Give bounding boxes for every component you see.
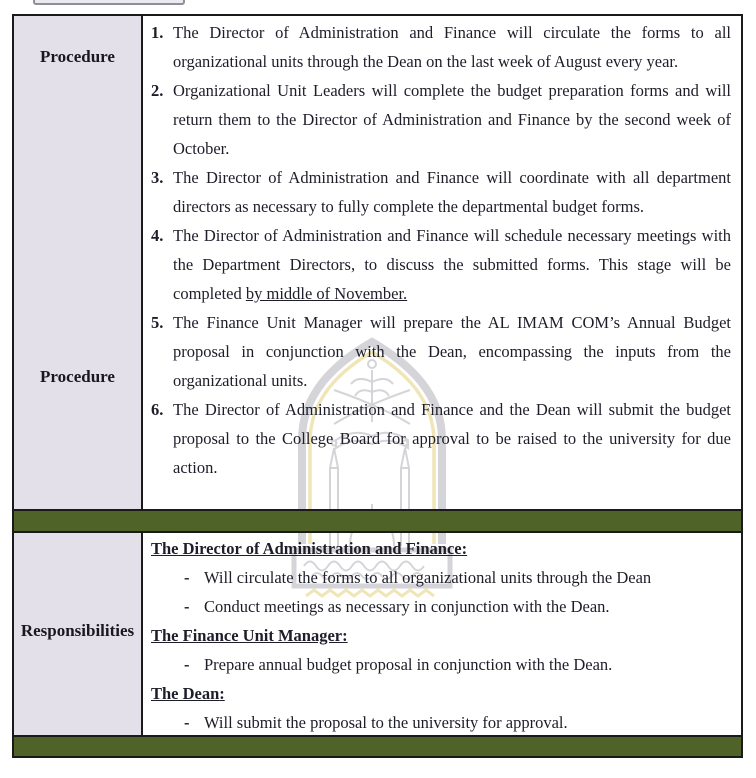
- role-colon: :: [219, 684, 225, 703]
- responsibilities-header-cell: [14, 533, 143, 735]
- bullet-dash: -: [184, 568, 190, 587]
- role-name: The Dean: [151, 684, 220, 703]
- step-number: 6.: [151, 400, 164, 419]
- step-text: Organizational Unit Leaders will complete the budget preparation forms and will return them to the Director of Administration and Finance by the second week of October.: [173, 81, 731, 158]
- responsibility-item: [151, 650, 731, 679]
- step-text: The Director of Administration and Finance will coordinate with all department directors as necessary to fully complete the departmental budget forms.: [173, 168, 731, 216]
- bullet-dash: -: [184, 655, 190, 674]
- responsibility-role-heading: [151, 679, 731, 708]
- responsibility-item: [151, 592, 731, 621]
- responsibility-text: Conduct meetings as necessary in conjunction with the Dean.: [204, 597, 610, 616]
- procedure-label-repeat: Procedure: [40, 367, 115, 386]
- role-name: The Finance Unit Manager: [151, 626, 343, 645]
- previous-table-fragment: [33, 0, 185, 5]
- procedure-step: [151, 76, 731, 163]
- step-text: The Finance Unit Manager will prepare the AL IMAM COM’s Annual Budget proposal in conjunction with the Dean, encompassing the inputs from the organizational units.: [173, 313, 731, 390]
- step-number: 1.: [151, 23, 164, 42]
- section-separator-bar: [14, 509, 741, 533]
- step-number: 3.: [151, 168, 164, 187]
- bullet-dash: -: [184, 597, 190, 616]
- responsibilities-label: Responsibilities: [20, 621, 135, 640]
- responsibilities-row: [14, 533, 741, 735]
- role-name: The Director of Administration and Finance: [151, 539, 462, 558]
- responsibilities-content: [143, 533, 741, 735]
- step-number: 4.: [151, 226, 164, 245]
- responsibility-text: Will circulate the forms to all organizational units through the Dean: [204, 568, 652, 587]
- role-colon: :: [461, 539, 468, 558]
- procedure-step: [151, 163, 731, 221]
- procedure-label: Procedure: [40, 47, 115, 66]
- bullet-dash: -: [184, 713, 190, 732]
- step-number: 2.: [151, 81, 164, 100]
- role-colon: :: [342, 626, 348, 645]
- procedure-step: [151, 308, 731, 395]
- responsibility-role-heading: [151, 534, 731, 563]
- procedure-table: [12, 14, 743, 758]
- procedure-step: [151, 221, 731, 308]
- procedure-header-cell: [14, 16, 143, 509]
- procedure-steps-list: [143, 16, 741, 509]
- responsibility-item: [151, 563, 731, 592]
- responsibility-text: Prepare annual budget proposal in conjunction with the Dean.: [204, 655, 613, 674]
- step-number: 5.: [151, 313, 164, 332]
- bottom-separator-bar: [14, 735, 741, 756]
- responsibility-item: [151, 708, 731, 737]
- step-text: The Director of Administration and Finance will circulate the forms to all organizational units through the Dean on the last week of August every year.: [173, 23, 731, 71]
- responsibility-role-heading: [151, 621, 731, 650]
- procedure-step: [151, 18, 731, 76]
- responsibility-text: Will submit the proposal to the university for approval.: [204, 713, 568, 732]
- procedure-step: [151, 395, 731, 482]
- procedure-row: [14, 16, 741, 509]
- step-text: The Director of Administration and Finance will schedule necessary meetings with the Department Directors, to discuss the submitted forms. This stage will be completed by middle of November.: [173, 226, 731, 303]
- step-text: The Director of Administration and Finance and the Dean will submit the budget proposal to the College Board for approval to be raised to the university for due action.: [173, 400, 731, 477]
- underlined-deadline: by middle of November.: [245, 284, 408, 303]
